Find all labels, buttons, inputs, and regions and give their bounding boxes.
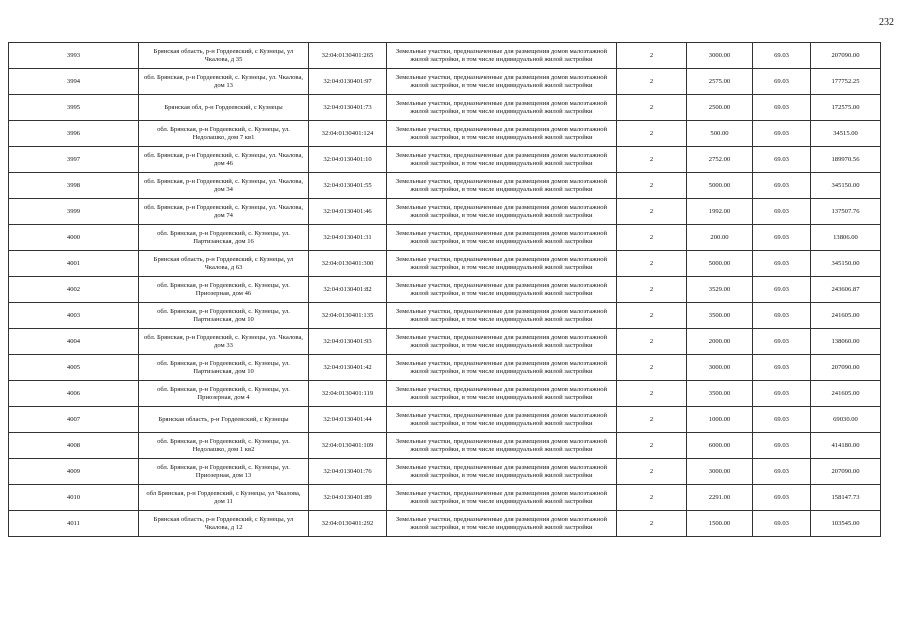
cadastral-number-cell: 32:04:0130401:135 [309,303,387,329]
specific-value-cell: 69.03 [753,147,811,173]
record-number-cell: 4005 [9,355,139,381]
cadastral-number-cell: 32:04:0130401:265 [309,43,387,69]
land-use-category-cell: Земельные участки, предназначенные для размещения домов малоэтажной жилой застройки, в том числе индивидуальной жилой застройки [387,43,617,69]
cadastral-value-cell: 207090.00 [811,43,881,69]
land-use-category-cell: Земельные участки, предназначенные для размещения домов малоэтажной жилой застройки, в том числе индивидуальной жилой застройки [387,147,617,173]
specific-value-cell: 69.03 [753,251,811,277]
record-number-cell: 4011 [9,511,139,537]
group-cell: 2 [617,225,687,251]
table-row [9,329,881,355]
specific-value-cell: 69.03 [753,329,811,355]
land-use-category-cell: Земельные участки, предназначенные для размещения домов малоэтажной жилой застройки, в том числе индивидуальной жилой застройки [387,199,617,225]
table-row [9,511,881,537]
cadastral-value-cell: 69030.00 [811,407,881,433]
table-row [9,355,881,381]
cadastral-number-cell: 32:04:0130401:82 [309,277,387,303]
cadastral-value-cell: 345150.00 [811,173,881,199]
area-cell: 200.00 [687,225,753,251]
address-cell: обл. Брянская, р-н Гордеевский, с. Кузнецы, ул. Недолашко, дом 7 кв1 [139,121,309,147]
area-cell: 5000.00 [687,173,753,199]
group-cell: 2 [617,407,687,433]
specific-value-cell: 69.03 [753,225,811,251]
address-cell: Брянская область, р-н Гордеевский, с Кузнецы, ул Чкалова, д 63 [139,251,309,277]
group-cell: 2 [617,485,687,511]
land-use-category-cell: Земельные участки, предназначенные для размещения домов малоэтажной жилой застройки, в том числе индивидуальной жилой застройки [387,251,617,277]
specific-value-cell: 69.03 [753,121,811,147]
address-cell: обл. Брянская, р-н Гордеевский, с. Кузнецы, ул. Приозерная, дом 4 [139,381,309,407]
cadastral-number-cell: 32:04:0130401:93 [309,329,387,355]
cadastral-number-cell: 32:04:0130401:55 [309,173,387,199]
specific-value-cell: 69.03 [753,277,811,303]
table-row [9,69,881,95]
land-use-category-cell: Земельные участки, предназначенные для размещения домов малоэтажной жилой застройки, в том числе индивидуальной жилой застройки [387,433,617,459]
address-cell: обл. Брянская, р-н Гордеевский, с. Кузнецы, ул. Партизанская, дом 10 [139,303,309,329]
area-cell: 5000.00 [687,251,753,277]
area-cell: 3000.00 [687,43,753,69]
cadastral-number-cell: 32:04:0130401:31 [309,225,387,251]
land-use-category-cell: Земельные участки, предназначенные для размещения домов малоэтажной жилой застройки, в том числе индивидуальной жилой застройки [387,355,617,381]
cadastral-value-cell: 241605.00 [811,381,881,407]
cadastral-number-cell: 32:04:0130401:119 [309,381,387,407]
group-cell: 2 [617,303,687,329]
specific-value-cell: 69.03 [753,485,811,511]
specific-value-cell: 69.03 [753,173,811,199]
cadastral-value-cell: 414180.00 [811,433,881,459]
group-cell: 2 [617,199,687,225]
record-number-cell: 3999 [9,199,139,225]
area-cell: 2575.00 [687,69,753,95]
cadastral-value-cell: 172575.00 [811,95,881,121]
table-body [9,43,881,537]
address-cell: обл Брянская, р-н Гордеевский, с Кузнецы, ул Чкалова, дом 11 [139,485,309,511]
area-cell: 1000.00 [687,407,753,433]
area-cell: 2000.00 [687,329,753,355]
page-number: 232 [879,17,894,28]
cadastral-value-cell: 207090.00 [811,459,881,485]
address-cell: обл. Брянская, р-н Гордеевский, с. Кузнецы, ул. Партизанская, дом 10 [139,355,309,381]
specific-value-cell: 69.03 [753,43,811,69]
table-row [9,381,881,407]
area-cell: 3000.00 [687,355,753,381]
specific-value-cell: 69.03 [753,381,811,407]
cadastral-number-cell: 32:04:0130401:292 [309,511,387,537]
specific-value-cell: 69.03 [753,69,811,95]
cadastral-value-cell: 207090.00 [811,355,881,381]
group-cell: 2 [617,121,687,147]
address-cell: обл. Брянская, р-н Гордеевский, с. Кузнецы, ул. Чкалова, дом 46 [139,147,309,173]
record-number-cell: 4001 [9,251,139,277]
record-number-cell: 4003 [9,303,139,329]
cadastral-value-cell: 103545.00 [811,511,881,537]
address-cell: Брянская область, р-н Гордеевский, с Кузнецы [139,407,309,433]
area-cell: 3000.00 [687,459,753,485]
table-row [9,277,881,303]
area-cell: 2500.00 [687,95,753,121]
cadastral-number-cell: 32:04:0130401:124 [309,121,387,147]
record-number-cell: 4002 [9,277,139,303]
group-cell: 2 [617,277,687,303]
cadastral-value-cell: 243606.87 [811,277,881,303]
specific-value-cell: 69.03 [753,199,811,225]
address-cell: обл. Брянская, р-н Гордеевский, с. Кузнецы, ул. Чкалова, дом 74 [139,199,309,225]
table-row [9,121,881,147]
cadastral-value-cell: 34515.00 [811,121,881,147]
cadastral-number-cell: 32:04:0130401:97 [309,69,387,95]
land-use-category-cell: Земельные участки, предназначенные для размещения домов малоэтажной жилой застройки, в том числе индивидуальной жилой застройки [387,381,617,407]
cadastral-value-cell: 241605.00 [811,303,881,329]
record-number-cell: 4000 [9,225,139,251]
table-row [9,485,881,511]
address-cell: обл. Брянская, р-н Гордеевский, с. Кузнецы, ул. Чкалова, дом 33 [139,329,309,355]
table-row [9,173,881,199]
group-cell: 2 [617,433,687,459]
table-row [9,43,881,69]
specific-value-cell: 69.03 [753,511,811,537]
address-cell: Брянская обл, р-н Гордеевский, с Кузнецы [139,95,309,121]
cadastral-number-cell: 32:04:0130401:44 [309,407,387,433]
area-cell: 500.00 [687,121,753,147]
land-use-category-cell: Земельные участки, предназначенные для размещения домов малоэтажной жилой застройки, в том числе индивидуальной жилой застройки [387,121,617,147]
table-row [9,433,881,459]
specific-value-cell: 69.03 [753,407,811,433]
record-number-cell: 4009 [9,459,139,485]
land-use-category-cell: Земельные участки, предназначенные для размещения домов малоэтажной жилой застройки, в том числе индивидуальной жилой застройки [387,95,617,121]
specific-value-cell: 69.03 [753,303,811,329]
table-row [9,199,881,225]
record-number-cell: 3996 [9,121,139,147]
address-cell: обл. Брянская, р-н Гордеевский, с. Кузнецы, ул. Партизанская, дом 16 [139,225,309,251]
group-cell: 2 [617,459,687,485]
specific-value-cell: 69.03 [753,459,811,485]
area-cell: 3529.00 [687,277,753,303]
group-cell: 2 [617,355,687,381]
cadastral-number-cell: 32:04:0130401:300 [309,251,387,277]
cadastral-number-cell: 32:04:0130401:89 [309,485,387,511]
address-cell: обл. Брянская, р-н Гордеевский, с. Кузнецы, ул. Приозерная, дом 13 [139,459,309,485]
cadastral-value-cell: 189970.56 [811,147,881,173]
area-cell: 3500.00 [687,303,753,329]
table-row [9,147,881,173]
cadastral-value-cell: 158147.73 [811,485,881,511]
address-cell: Брянская область, р-н Гордеевский, с Кузнецы, ул Чкалова, д 12 [139,511,309,537]
record-number-cell: 3994 [9,69,139,95]
area-cell: 3500.00 [687,381,753,407]
cadastral-value-cell: 138060.00 [811,329,881,355]
record-number-cell: 4008 [9,433,139,459]
address-cell: Брянская область, р-н Гордеевский, с Кузнецы, ул Чкалова, д 35 [139,43,309,69]
area-cell: 6000.00 [687,433,753,459]
cadastral-number-cell: 32:04:0130401:76 [309,459,387,485]
specific-value-cell: 69.03 [753,95,811,121]
land-use-category-cell: Земельные участки, предназначенные для размещения домов малоэтажной жилой застройки, в том числе индивидуальной жилой застройки [387,459,617,485]
area-cell: 1500.00 [687,511,753,537]
land-use-category-cell: Земельные участки, предназначенные для размещения домов малоэтажной жилой застройки, в том числе индивидуальной жилой застройки [387,303,617,329]
area-cell: 1992.00 [687,199,753,225]
land-use-category-cell: Земельные участки, предназначенные для размещения домов малоэтажной жилой застройки, в том числе индивидуальной жилой застройки [387,69,617,95]
record-number-cell: 4004 [9,329,139,355]
group-cell: 2 [617,329,687,355]
cadastral-number-cell: 32:04:0130401:73 [309,95,387,121]
table-row [9,251,881,277]
cadastral-number-cell: 32:04:0130401:42 [309,355,387,381]
land-use-category-cell: Земельные участки, предназначенные для размещения домов малоэтажной жилой застройки, в том числе индивидуальной жилой застройки [387,407,617,433]
area-cell: 2291.00 [687,485,753,511]
land-use-category-cell: Земельные участки, предназначенные для размещения домов малоэтажной жилой застройки, в том числе индивидуальной жилой застройки [387,511,617,537]
address-cell: обл. Брянская, р-н Гордеевский, с. Кузнецы, ул. Приозерная, дом 46 [139,277,309,303]
record-number-cell: 3993 [9,43,139,69]
land-use-category-cell: Земельные участки, предназначенные для размещения домов малоэтажной жилой застройки, в том числе индивидуальной жилой застройки [387,173,617,199]
cadastral-value-cell: 345150.00 [811,251,881,277]
table-row [9,303,881,329]
record-number-cell: 3998 [9,173,139,199]
record-number-cell: 3995 [9,95,139,121]
address-cell: обл. Брянская, р-н Гордеевский, с. Кузнецы, ул. Чкалова, дом 13 [139,69,309,95]
land-use-category-cell: Земельные участки, предназначенные для размещения домов малоэтажной жилой застройки, в том числе индивидуальной жилой застройки [387,485,617,511]
table-row [9,407,881,433]
land-use-category-cell: Земельные участки, предназначенные для размещения домов малоэтажной жилой застройки, в том числе индивидуальной жилой застройки [387,225,617,251]
specific-value-cell: 69.03 [753,355,811,381]
address-cell: обл. Брянская, р-н Гордеевский, с. Кузнецы, ул. Недолашко, дом 1 кв2 [139,433,309,459]
group-cell: 2 [617,147,687,173]
record-number-cell: 4007 [9,407,139,433]
cadastral-number-cell: 32:04:0130401:10 [309,147,387,173]
land-use-category-cell: Земельные участки, предназначенные для размещения домов малоэтажной жилой застройки, в том числе индивидуальной жилой застройки [387,277,617,303]
group-cell: 2 [617,511,687,537]
cadastral-value-cell: 177752.25 [811,69,881,95]
group-cell: 2 [617,381,687,407]
land-register-table [8,42,881,537]
record-number-cell: 4006 [9,381,139,407]
address-cell: обл. Брянская, р-н Гордеевский, с. Кузнецы, ул. Чкалова, дом 34 [139,173,309,199]
group-cell: 2 [617,43,687,69]
record-number-cell: 3997 [9,147,139,173]
table-row [9,225,881,251]
table-row [9,459,881,485]
land-use-category-cell: Земельные участки, предназначенные для размещения домов малоэтажной жилой застройки, в том числе индивидуальной жилой застройки [387,329,617,355]
record-number-cell: 4010 [9,485,139,511]
cadastral-number-cell: 32:04:0130401:109 [309,433,387,459]
cadastral-value-cell: 13806.00 [811,225,881,251]
group-cell: 2 [617,251,687,277]
group-cell: 2 [617,69,687,95]
cadastral-number-cell: 32:04:0130401:46 [309,199,387,225]
group-cell: 2 [617,173,687,199]
cadastral-value-cell: 137507.76 [811,199,881,225]
area-cell: 2752.00 [687,147,753,173]
group-cell: 2 [617,95,687,121]
table-row [9,95,881,121]
specific-value-cell: 69.03 [753,433,811,459]
